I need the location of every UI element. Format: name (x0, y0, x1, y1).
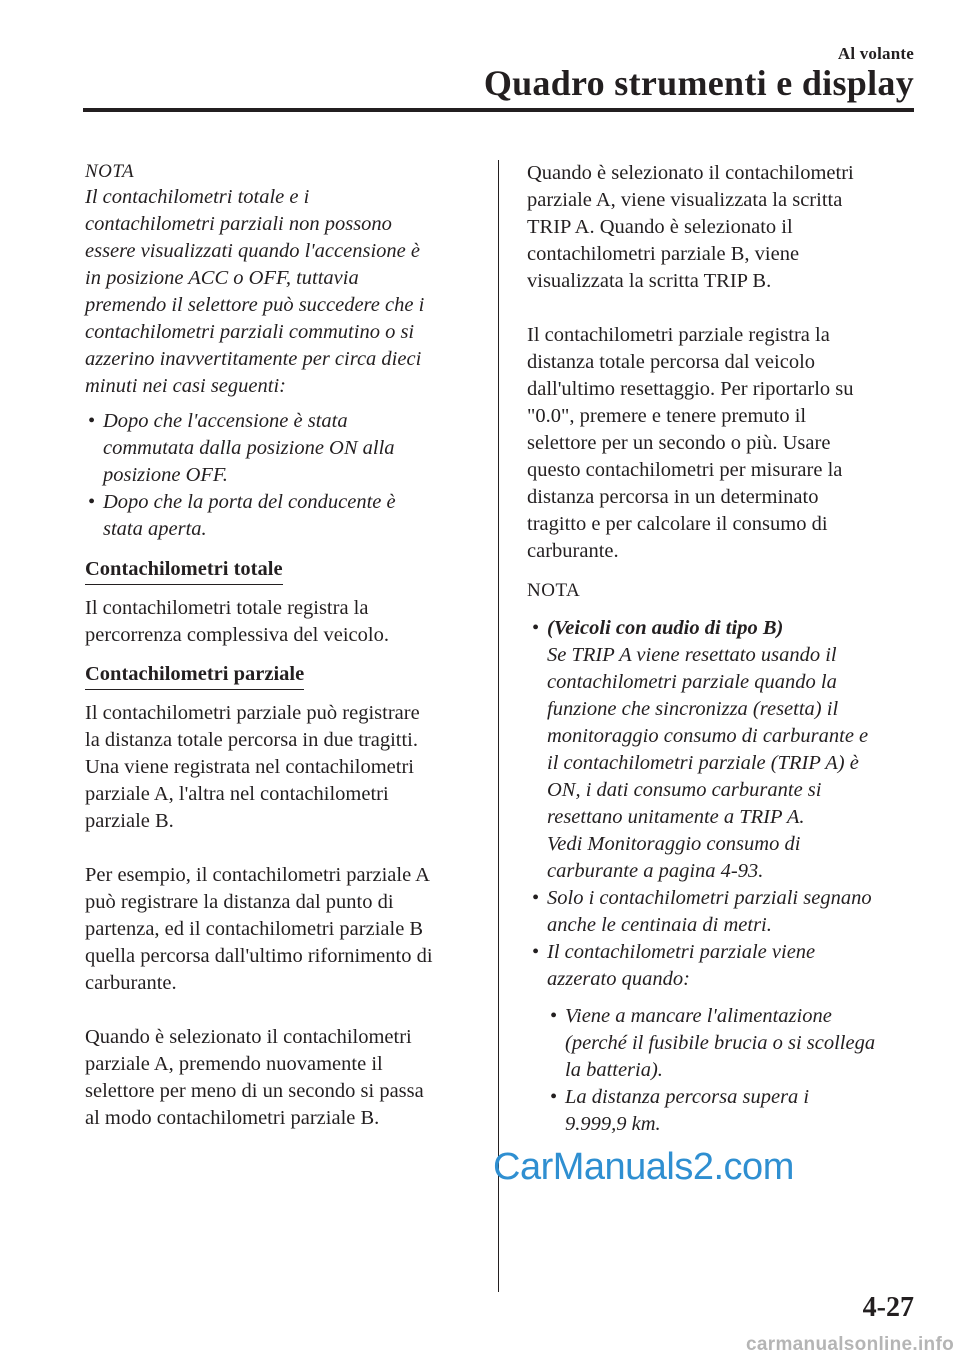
bullet-icon: • (550, 1086, 558, 1108)
watermark-carmanuals: CarManuals2.com (493, 1146, 794, 1188)
text-line: tragitto e per calcolare il consumo di (527, 513, 828, 535)
bullet-icon: • (550, 1005, 558, 1027)
text-line: parziale A, premendo nuovamente il (85, 1053, 383, 1075)
bullet-line: (perché il fusibile brucia o si scollega (565, 1032, 876, 1054)
right-paragraph-1 (527, 160, 922, 295)
bullet-line: la batteria). (565, 1059, 663, 1081)
nota-line: Il contachilometri totale e i (85, 186, 310, 208)
right-column (527, 160, 922, 1138)
bullet-icon: • (532, 941, 540, 963)
bullet-line: carburante a pagina 4-93. (547, 860, 764, 882)
parziale-paragraph-3 (85, 1024, 475, 1132)
text-line: Quando è selezionato il contachilometri (527, 162, 854, 184)
text-line: Il contachilometri parziale registra la (527, 324, 830, 346)
heading-contachilometri-totale: Contachilometri totale (85, 556, 283, 585)
text-line: distanza percorsa in un determinato (527, 486, 819, 508)
text-line: partenza, ed il contachilometri parziale B (85, 918, 424, 940)
bullet-title: (Veicoli con audio di tipo B) (547, 617, 784, 639)
bullet-line: il contachilometri parziale (TRIP A) è (547, 752, 859, 774)
bullet-line: funzione che sincronizza (resetta) il (547, 698, 839, 720)
text-line: carburante. (85, 972, 177, 994)
nota-line: premendo il selettore può succedere che i (85, 294, 425, 316)
bullet-icon: • (88, 491, 96, 513)
right-paragraph-2 (527, 322, 922, 565)
bullet-line: La distanza percorsa supera i (565, 1086, 810, 1108)
bullet-line: stata aperta. (103, 518, 207, 540)
bullet-line: commutata dalla posizione ON alla (103, 437, 395, 459)
nota-line: contachilometri parziali non possono (85, 213, 392, 235)
list-item (547, 1084, 922, 1138)
bullet-line: 9.999,9 km. (565, 1113, 661, 1135)
bullet-line: Dopo che la porta del conducente è (103, 491, 396, 513)
text-line: dall'ultimo resettaggio. Per riportarlo su (527, 378, 854, 400)
nota-line: contachilometri parziali commutino o si (85, 321, 415, 343)
bullet-line: anche le centinaia di metri. (547, 914, 772, 936)
bullet-line: Viene a mancare l'alimentazione (565, 1005, 832, 1027)
text-line: Per esempio, il contachilometri parziale A (85, 864, 430, 886)
bullet-line: Il contachilometri parziale viene (547, 941, 816, 963)
text-line: distanza totale percorsa dal veicolo (527, 351, 816, 373)
text-line: Il contachilometri parziale può registrare (85, 702, 420, 724)
text-line: Il contachilometri totale registra la (85, 597, 369, 619)
nota-line: in posizione ACC o OFF, tuttavia (85, 267, 359, 289)
bullet-line: azzerato quando: (547, 968, 690, 990)
nota-line: azzerino inavvertitamente per circa dieci (85, 348, 422, 370)
text-line: può registrare la distanza dal punto di (85, 891, 394, 913)
list-item (85, 489, 475, 543)
bullet-line: posizione OFF. (103, 464, 228, 486)
text-line: selettore per un secondo o più. Usare (527, 432, 831, 454)
list-item (529, 615, 922, 885)
bullet-line: Solo i contachilometri parziali segnano (547, 887, 872, 909)
text-line: contachilometri parziale B, viene (527, 243, 800, 265)
text-line: al modo contachilometri parziale B. (85, 1107, 380, 1129)
list-item (529, 939, 922, 1138)
bullet-line: Se TRIP A viene resettato usando il (547, 644, 837, 666)
header-section-label: Al volante (837, 44, 914, 63)
bullet-line: Vedi Monitoraggio consumo di (547, 833, 801, 855)
text-line: Una viene registrata nel contachilometri (85, 756, 415, 778)
footer-site-watermark: carmanualsonline.info (746, 1334, 954, 1355)
bullet-line: Dopo che l'accensione è stata (103, 410, 348, 432)
bullet-icon: • (88, 410, 96, 432)
nota-label-right: NOTA (527, 580, 581, 601)
page-number: 4-27 (862, 1292, 914, 1323)
bullet-line: ON, i dati consumo carburante si (547, 779, 822, 801)
text-line: selettore per meno di un secondo si passa (85, 1080, 424, 1102)
text-line: carburante. (527, 540, 619, 562)
bullet-icon: • (532, 617, 540, 639)
bullet-icon: • (532, 887, 540, 909)
text-line: la distanza totale percorsa in due tragitti. (85, 729, 418, 751)
right-nota-bullet-list (529, 615, 922, 1138)
left-column (85, 160, 475, 1132)
nota-text (85, 184, 475, 400)
nota-line: essere visualizzati quando l'accensione è (85, 240, 420, 262)
text-line: parziale B. (85, 810, 174, 832)
heading-contachilometri-parziale: Contachilometri parziale (85, 661, 304, 690)
list-item (85, 408, 475, 489)
text-line: TRIP A. Quando è selezionato il (527, 216, 793, 238)
text-line: Quando è selezionato il contachilometri (85, 1026, 412, 1048)
sub-bullet-list (547, 1003, 922, 1138)
text-line: visualizzata la scritta TRIP B. (527, 270, 772, 292)
page-title: Quadro strumenti e display (483, 63, 914, 103)
nota-bullet-list (85, 408, 475, 543)
bullet-line: resettano unitamente a TRIP A. (547, 806, 805, 828)
text-line: "0.0", premere e tenere premuto il (527, 405, 807, 427)
text-line: percorrenza complessiva del veicolo. (85, 624, 389, 646)
header-rule (83, 108, 914, 112)
text-line: parziale A, viene visualizzata la scritta (527, 189, 843, 211)
list-item (547, 1003, 922, 1084)
list-item (529, 885, 922, 939)
totale-paragraph (85, 595, 475, 649)
parziale-paragraph-1 (85, 700, 475, 835)
bullet-line: contachilometri parziale quando la (547, 671, 837, 693)
nota-line: minuti nei casi seguenti: (85, 375, 286, 397)
text-line: parziale A, l'altra nel contachilometri (85, 783, 389, 805)
nota-label: NOTA (85, 161, 135, 182)
text-line: quella percorsa dall'ultimo rifornimento di (85, 945, 433, 967)
column-divider (498, 160, 499, 1292)
text-line: questo contachilometri per misurare la (527, 459, 843, 481)
bullet-line: monitoraggio consumo di carburante e (547, 725, 869, 747)
parziale-paragraph-2 (85, 862, 475, 997)
